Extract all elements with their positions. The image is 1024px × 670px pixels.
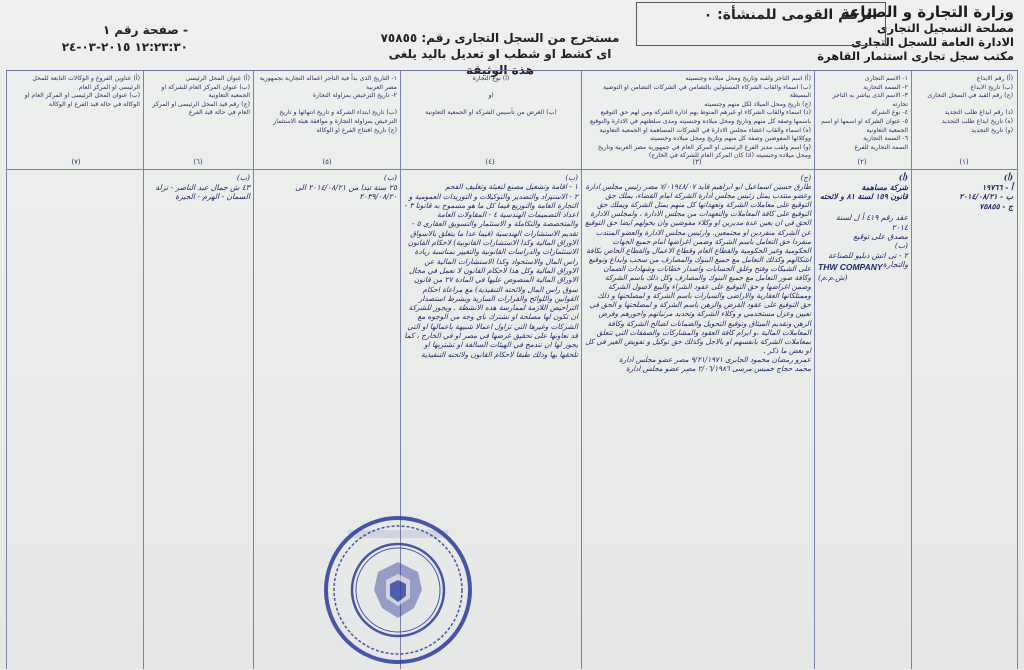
column-divider xyxy=(911,71,912,669)
column-divider xyxy=(581,71,582,669)
column-number-5: (٥) xyxy=(322,158,332,166)
department-name: الادارة العامة للسجل التجارى xyxy=(851,35,1014,49)
column-number-4: (٤) xyxy=(485,158,495,166)
table-border-left xyxy=(6,71,7,669)
office-name: مكتب سجل تجارى استثمار القاهرة xyxy=(817,49,1014,63)
national-number: الرقم القومى للمنشأة: ٠ xyxy=(703,7,877,23)
column-divider xyxy=(143,71,144,669)
entry-purpose: (ب) ١ - اقامة وتشغيل مصنع لتعبئة وتغليف الفحم ٢ - الاستيراد والتصدير والتوكيلات و التوريدات العمومية و التجارة العامة والتوزيع فيما كل ما هو مسموح به قانونا ٣ - اعداد التصميمات الهندسية ٤ - المقاولات العامة والمتخصصة والتكاملة و الاستثمار والتسويق العقارى ٥ - تقديم الاستشارات الهندسية (فيما عدا ما يتعلق بالاسواق الاوراق المالية وكذا الاستشارات القانونية) لاحكام القانون الاستثمارات والدراسات القانونية والتغيير بمناسبة زيادة راس المال والاستحواذ وكذا الاستشارات المالية عن الاوراق المالية وكل هذا لاحكام القانون لا تعمل في مجال الاوراق المالية المنصوص عليها في المادة ٢٧ من قانون سوق راس المال ولائحته التنفيذية) مع مراعاة احكام القوانين واللوائح والقرارات السارية وبشرط استصدار التراخيص اللازمة لممارسة هذه الانشطة . ويجوز للشركة ان تكون لها مصلحة او تشترك باي وجه من الوجوه مع الشركات وغيرها التي تزاول اعمالا شبيهة باعمالها او التي قد تعاونها على تحقيق غرضها في مصر او في الخارج ، كما يجوز لها ان تندمج في الهيئات السالفة او تشتريها او تلحقها بها وذلك طبقا لاحكام القانون ولائحته التنفيذية xyxy=(404,173,578,359)
header-divider xyxy=(6,169,1018,170)
column-heading-4: (أ) نوع التجارة او (ب) الغرض من تأسيس الشركة او الجمعية التعاونية xyxy=(425,75,557,117)
print-timestamp: ١٢:٢٣:٣٠ ٢٠١٥-٠٣-٢٤ xyxy=(61,40,188,54)
registry-table xyxy=(6,70,1018,669)
entry-trade-name-suffix: (ش.م.م) xyxy=(818,272,848,282)
extract-note: اى كشط او شطب او تعديل باليد يلغى هذة الوثيقة xyxy=(388,47,612,77)
authority-name: مصلحة التسجيل التجارى xyxy=(876,21,1014,35)
entry-registration-numbers: (أ) أ - ١٩٧٦٦ ب - ٢٠١٤/٠٨/٢١ ج - ٧٥٨٥٥ xyxy=(959,173,1013,211)
entry-contract-number: عقد رقم ٤١٩ أ ل لسنة ٢٠١٤ مصدق على توقيع xyxy=(835,213,908,242)
column-number-6: (٦) xyxy=(193,158,203,166)
table-border-right xyxy=(1017,71,1018,669)
column-number-1: (١) xyxy=(959,158,969,166)
entry-company-type: (أ) شركة مساهمة قانون ١٥٩ لسنة ٨١ و لائحته xyxy=(819,173,908,202)
entry-trade-name-en: THW COMPANY xyxy=(818,262,883,272)
column-heading-1: (أ) رقم الايداع (ب) تاريخ الايداع (ج) رقم القيد في السجل التجارى (د) رقم ايداع طلب التجديد (ه) تاريخ ايداع طلب التجديد (و) تاريخ التجديد xyxy=(927,75,1013,134)
page-info xyxy=(18,22,188,56)
entry-dates: (ب) ٢٥ سنة تبدا من ٢٠١٤/٠٨/٢١ الى ٢٠٣٩/٠٨/٢٠ xyxy=(295,173,397,202)
column-number-2: (٢) xyxy=(857,158,867,166)
page-number: - صفحة رقم ١ xyxy=(102,23,188,37)
column-divider xyxy=(814,71,815,669)
entry-trade-name-en-row xyxy=(818,263,908,282)
column-heading-7: (أ) عناوين الفروع و الوكالات التابعة للمحل الرئيسى او المركز العام (ب) عنوان المحل الرئيسى او المركز العام او الوكالة في حالة قيد الفرع او الوكالة xyxy=(24,75,140,108)
column-number-7: (٧) xyxy=(71,158,81,166)
official-seal-icon xyxy=(318,510,478,670)
ministry-name: وزارة التجارة و الصناعة xyxy=(840,3,1014,21)
extract-title: مستخرج من السجل التجارى رقم: ٧٥٨٥٥ xyxy=(380,31,620,45)
column-number-3: (٣) xyxy=(692,158,702,166)
entry-trade-name: (ب) ٢ - تى اتش دبليو للصناعة والتجارة xyxy=(828,241,908,270)
entry-main-address: (ب) ٤٣ ش جمال عبد الناصر - نزلة السمان - الهرم - الجيزة xyxy=(155,173,250,202)
column-heading-3: (أ) اسم التاجر ولقبه وتاريخ ومحل ميلاده وجنسيته (ب) اسماء والقاب الشركاء المسئولين بالتضامن في الشركات التضامن او التوصية البسيطة (ج) تاريخ ومحل الميلاد لكل منهم وجنسيته (د) اسماء والقاب الشركاء او غيرهم المنوط بهم ادارة الشركة ومن لهم حق التوقيع باسمها وصفة كل منهم وتاريخ ومحل ميلاده وجنسيته ومدى سلطتهم في الادارة والتوقيع (ه) اسماء والقاب اعضاء مجلس الادارة في الشركات المساهمة او الجمعية التعاونية ووكلائها المفوضين وصفة كل منهم وتاريخ ومحل ميلاده وجنسيته (و) اسم ولقب مدير الفرع الرئيسى او المركز العام في جمهورية مصر العربية وتاريخ ومحل ميلاده وجنسيته (اذا كان المركز العام للشركة في الخارج) xyxy=(590,75,811,160)
column-heading-2: ١- الاسم التجارى ٢- السمة التجارية ٣- الاسم الذى يباشر به التاجر تجارته ٤- نوع الشركة ٥- عنوان الشركة او اسمها او اسم الجمعية التعاونية ٦- السمة التجارية السمة التجارية للفرع xyxy=(821,75,908,151)
column-heading-6: (أ) عنوان المحل الرئيسى (ب) عنوان المركز العام للشركة او الجمعية التعاونية (ج) رقم قيد المحل الرئيسى او المركز العام في حالة قيد الفرع xyxy=(152,75,250,117)
national-number-box xyxy=(636,2,886,46)
entry-management: (ج) طارق حسين اسماعيل ابو ابراهيم قايد ٧/٠١٩٤٨/٠٧ مصر رئيس مجلس ادارة وعضو منتدب يمثل رئيس مجلس ادارة الشركة امام القضاء، يملك حق التوقيع على معاملات الشركة وتعهداتها كل منهم يمثل الشركة ويملك حق التوقيع على كافة المعاملات والتعهدات من مجلس الادارة ، ولمجلس الادارة الحق في ان يعين عدة مديرين او وكلاء مفوضين وان يخولهم ايضا حق التوقيع عن الشركة منفردين او مجتمعين. وارئيس مجلس الادارة والعضو المنتدب منفردا حق التعامل باسم الشركة وضمن اغراضها امام جميع الجهات الحكومية وغير الحكومية والقطاع العام وقطاع الاعمال والقطاع الخاص بكافة اشكالهم وكذلك التعامل مع جميع البنوك والمصارف من سحب وايداع وتوقيع على الشيكات وفتح وغلق الحسابات واصدار خطابات وشهادات الضمان وكافة صور التعامل مع جميع البنوك والمصارف وكل ذلك باسم الشركة وضمن اغراضها و حق التوقيع على عقود الشراء والبيع لاصول الشركة وممتلكاتها العقارية والاراضى والسيارات باسم الشركة و لمصلحتها و ذلك حق التوقيع على عقود القرض والرهن باسم الشركة و لمصلحتها و الحق في تعيين وعزل مستخدمي و وكلاء الشركة وتحديد مرتباتهم واجورهم وفرض الرهن وتقديم الميثاق وتوقيع التحويل والضمانات لصالح الشركة وكافة المعاملات المالية ،و ابرام كافة العقود والمشاركات والصفقات التي تتعلق بمعاملات الشركة بانفسهم او بالاجل وكذلك حق توكيل و تفويض الغير في كل او بعض ما ذكر . عمرو رمضان محمود الجابرى ٩/٢١/١٩٧١ مصر عضو مجلس ادارة محمد حجاج خميس مرسى ٢/٠٦/١٩٨٦ مصر عضو مجلس ادارة xyxy=(585,173,811,373)
column-heading-5: ١- التاريخ الذى بدأ فية التاجر اعماله التجارية بجمهورية مصر العربية ٢- تاريخ الترخيص بمزاولة التجارة (ب) تاريخ ابتداء الشركة و تاريخ انتهائها و تاريخ الترخيص بمزاولة التجارة و موافقة هيئة الاستثمار (ج) تاريخ افتتاح الفرع او الوكالة xyxy=(259,75,397,134)
column-divider xyxy=(253,71,254,669)
